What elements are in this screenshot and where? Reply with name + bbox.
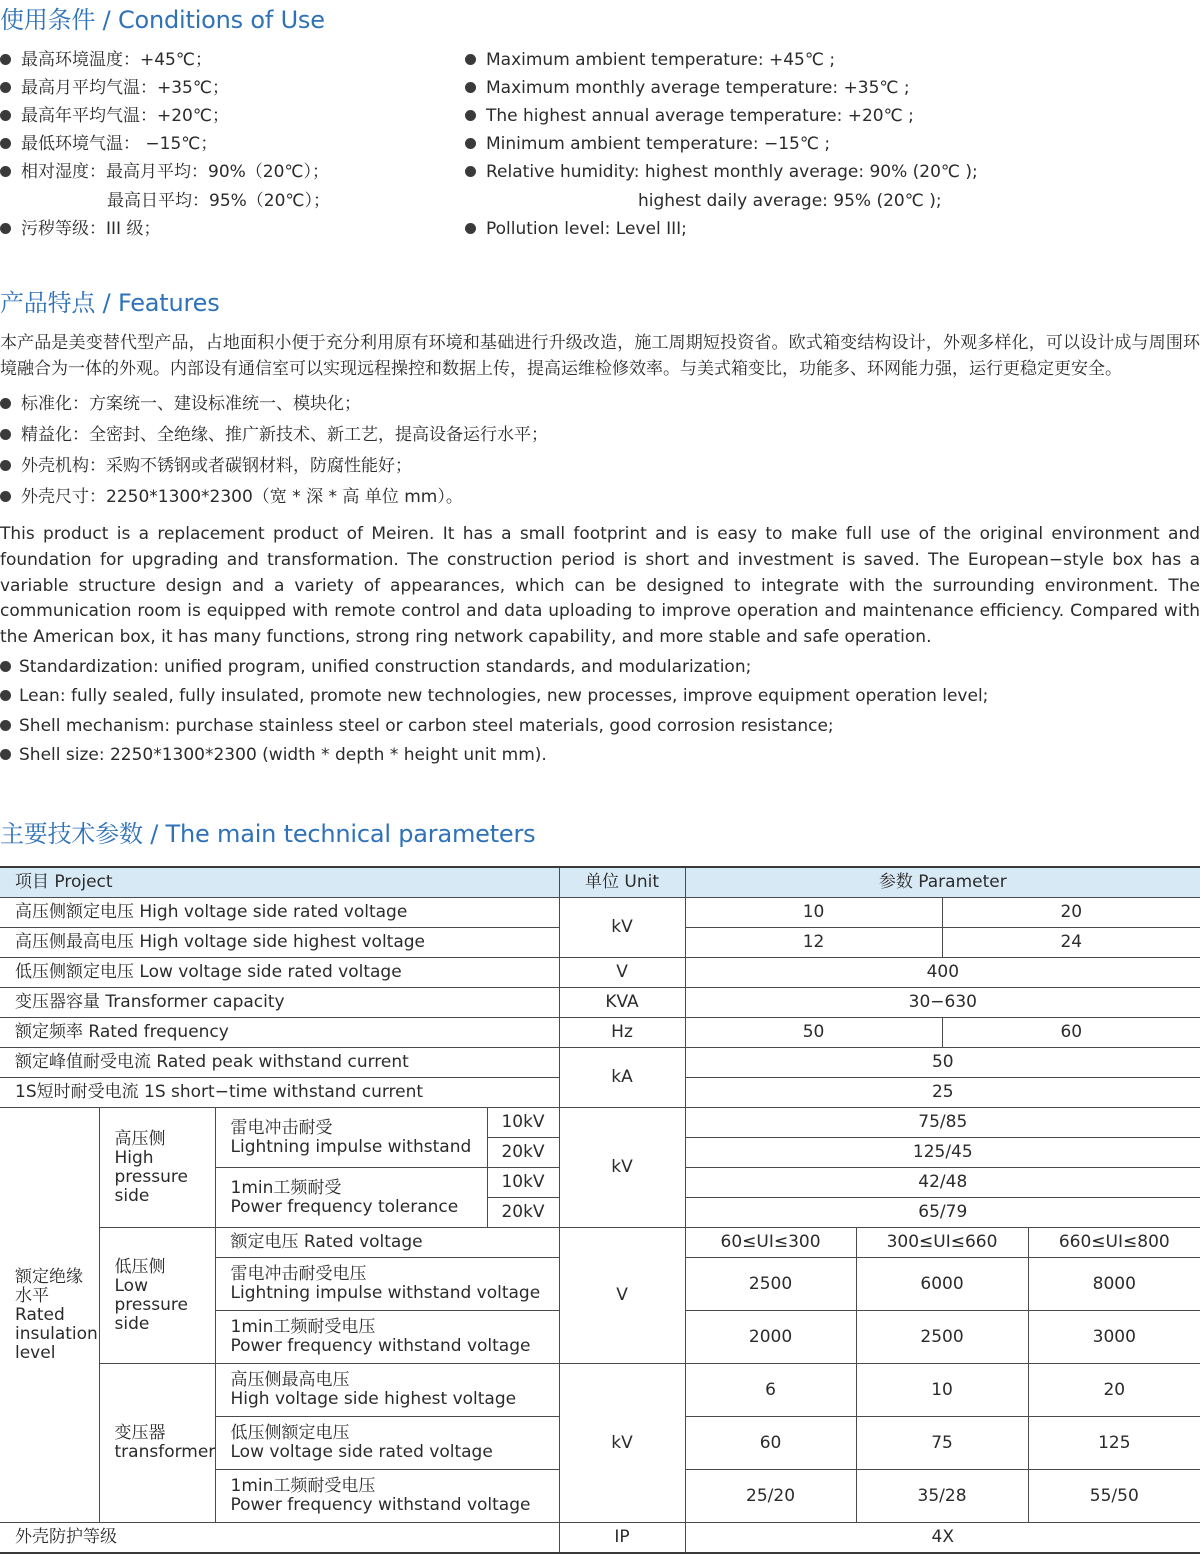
row-unit: kA — [559, 1048, 685, 1108]
row-label: 外壳防护等级 — [0, 1523, 559, 1554]
table-row — [0, 1108, 1200, 1138]
insulation-label-en: Rated insulation level — [15, 1304, 98, 1363]
bullet-dot — [465, 82, 476, 93]
cn-condition-4 — [0, 134, 217, 154]
row-label: 高压侧最高电压 High voltage side highest voltage — [0, 928, 559, 958]
bullet-dot — [0, 82, 11, 93]
en-condition-text: Minimum ambient temperature: −15℃ ; — [486, 134, 831, 154]
voltage-class: 10kV — [487, 1168, 559, 1198]
bullet-dot — [465, 110, 476, 121]
lp-pf-cn: 1min工频耐受电压 — [230, 1317, 376, 1337]
hp-label-cn: 高压侧 — [114, 1128, 166, 1149]
insulation-label-cn: 额定绝缘水平 — [15, 1266, 83, 1306]
en-feature-1 — [0, 657, 751, 677]
power-frequency-label — [215, 1168, 487, 1228]
hp-label-en: High pressure side — [114, 1147, 188, 1206]
li-label-cn: 雷电冲击耐受 — [230, 1117, 333, 1138]
row-label: 1S短时耐受电流 1S short−time withstand current — [0, 1078, 559, 1108]
pf-label-cn: 1min工频耐受 — [230, 1177, 342, 1198]
en-condition-text: Pollution level: Level III; — [486, 219, 687, 239]
tr-hv-cn: 高压侧最高电压 — [230, 1370, 350, 1390]
en-condition-3 — [465, 106, 914, 126]
insulation-level-label — [0, 1108, 99, 1523]
row-value: 20 — [942, 898, 1200, 928]
bullet-dot — [465, 138, 476, 149]
table-row — [0, 898, 1200, 928]
table-row — [0, 988, 1200, 1018]
lp-li-en: Lightning impulse withstand voltage — [230, 1283, 541, 1303]
row-label: 额定频率 Rated frequency — [0, 1018, 559, 1048]
en-condition-text: highest daily average: 95% (20℃ ); — [638, 191, 942, 211]
cn-condition-6 — [107, 191, 330, 211]
en-condition-text: Maximum ambient temperature: +45℃ ; — [486, 50, 836, 70]
en-condition-2 — [465, 78, 910, 98]
lp-label-cn: 低压侧 — [114, 1256, 166, 1277]
en-feature-text: Lean: fully sealed, fully insulated, promote new technologies, new processes, improve equipment operation level; — [19, 686, 989, 706]
rated-voltage-label: 额定电压 Rated voltage — [215, 1228, 559, 1258]
bullet-dot — [0, 460, 11, 471]
cn-condition-7 — [0, 219, 160, 239]
table-row — [0, 1523, 1200, 1554]
cn-condition-5 — [0, 162, 329, 182]
cn-feature-text: 外壳尺寸：2250*1300*2300（宽 * 深 * 高 单位 mm）。 — [21, 487, 463, 507]
bullet-dot — [0, 690, 11, 701]
header-project: 项目 Project — [0, 867, 559, 898]
table-row — [0, 1048, 1200, 1078]
features-title: 产品特点 / Features — [0, 289, 220, 317]
tr-lv-label — [215, 1417, 559, 1470]
lp-power-frequency-label — [215, 1311, 559, 1364]
cn-feature-text: 精益化：全密封、全绝缘、推广新技术、新工艺，提高设备运行水平； — [21, 425, 548, 445]
cn-condition-2 — [0, 78, 229, 98]
cn-condition-text: 最高年平均气温：+20℃； — [21, 106, 229, 126]
bullet-dot — [0, 398, 11, 409]
bullet-dot — [0, 491, 11, 502]
row-value: 30−630 — [685, 988, 1200, 1018]
row-value: 35/28 — [856, 1470, 1028, 1523]
conditions-title: 使用条件 / Conditions of Use — [0, 6, 325, 34]
header-parameter: 参数 Parameter — [685, 867, 1200, 898]
tr-lv-cn: 低压侧额定电压 — [230, 1423, 350, 1443]
cn-condition-text: 最高环境温度：+45℃； — [21, 50, 212, 70]
range-col-1: 60≤UI≤300 — [685, 1228, 856, 1258]
bullet-dot — [0, 661, 11, 672]
lightning-impulse-label — [215, 1108, 487, 1168]
li-label-en: Lightning impulse withstand — [230, 1136, 472, 1157]
row-value: 6000 — [856, 1258, 1028, 1311]
row-value: 3000 — [1028, 1311, 1200, 1364]
cn-feature-4 — [0, 487, 463, 507]
row-value: 2500 — [685, 1258, 856, 1311]
row-value: 60 — [942, 1018, 1200, 1048]
table-row — [0, 1018, 1200, 1048]
row-value: 25 — [685, 1078, 1200, 1108]
en-feature-text: Shell mechanism: purchase stainless steel or carbon steel materials, good corrosion resistance; — [19, 716, 834, 736]
row-value: 2000 — [685, 1311, 856, 1364]
row-value: 125/45 — [685, 1138, 1200, 1168]
bullet-dot — [0, 166, 11, 177]
lp-pf-en: Power frequency withstand voltage — [230, 1336, 531, 1356]
bullet-dot — [0, 429, 11, 440]
bullet-dot — [465, 223, 476, 234]
cn-feature-text: 标准化：方案统一、建设标准统一、模块化； — [21, 394, 361, 414]
tr-lv-en: Low voltage side rated voltage — [230, 1442, 493, 1462]
row-unit: V — [559, 958, 685, 988]
bullet-dot — [465, 54, 476, 65]
tr-pf-label — [215, 1470, 559, 1523]
row-value: 42/48 — [685, 1168, 1200, 1198]
range-col-3: 660≤UI≤800 — [1028, 1228, 1200, 1258]
bullet-dot — [465, 166, 476, 177]
row-label: 变压器容量 Transformer capacity — [0, 988, 559, 1018]
row-unit: KVA — [559, 988, 685, 1018]
cn-feature-2 — [0, 425, 548, 445]
en-condition-5 — [465, 162, 978, 182]
bullet-dot — [0, 720, 11, 731]
row-unit: kV — [559, 1108, 685, 1228]
row-value: 10 — [685, 898, 942, 928]
table-row — [0, 958, 1200, 988]
row-value: 8000 — [1028, 1258, 1200, 1311]
bullet-dot — [0, 749, 11, 760]
row-value: 10 — [856, 1364, 1028, 1417]
tr-pf-en: Power frequency withstand voltage — [230, 1495, 531, 1515]
cn-condition-3 — [0, 106, 229, 126]
row-value: 75 — [856, 1417, 1028, 1470]
bullet-dot — [0, 110, 11, 121]
lp-lightning-label — [215, 1258, 559, 1311]
cn-feature-text: 外壳机构：采购不锈钢或者碳钢材料，防腐性能好； — [21, 456, 412, 476]
parameters-table — [0, 866, 1200, 1554]
en-condition-text: Relative humidity: highest monthly average: 90% (20℃ ); — [486, 162, 978, 182]
cn-condition-text: 最高日平均：95%（20℃）； — [107, 191, 331, 211]
row-unit: IP — [559, 1523, 685, 1554]
row-value: 55/50 — [1028, 1470, 1200, 1523]
features-en-paragraph: This product is a replacement product of Meiren. It has a small footprint and is easy to make full use of the original environment and foundation for upgrading and transformation. The construction period is short and investment is saved. The European−style box has a variable structure design and a variety of appearances, which can be designed to integrate with the surrounding environment. The communication room is equipped with remote control and data uploading to improve operation and maintenance efficiency. Compared with the American box, it has many functions, strong ring network capability, and more stable and safe operation. — [0, 524, 1200, 648]
bullet-dot — [0, 138, 11, 149]
en-feature-2 — [0, 686, 988, 706]
bullet-dot — [0, 54, 11, 65]
voltage-class: 20kV — [487, 1198, 559, 1228]
row-value: 400 — [685, 958, 1200, 988]
row-value: 2500 — [856, 1311, 1028, 1364]
row-value: 125 — [1028, 1417, 1200, 1470]
table-header-row — [0, 867, 1200, 898]
row-unit: V — [559, 1228, 685, 1364]
tr-pf-cn: 1min工频耐受电压 — [230, 1476, 376, 1496]
row-label: 高压侧额定电压 High voltage side rated voltage — [0, 898, 559, 928]
en-feature-4 — [0, 745, 547, 765]
row-value: 65/79 — [685, 1198, 1200, 1228]
cn-condition-text: 相对湿度：最高月平均：90%（20℃）； — [21, 162, 330, 182]
lp-label-en: Low pressure side — [114, 1275, 188, 1334]
en-condition-4 — [465, 134, 830, 154]
row-unit: kV — [559, 1364, 685, 1523]
tr-label-en: transformer — [114, 1442, 216, 1462]
table-row — [0, 1364, 1200, 1417]
transformer-label — [99, 1364, 215, 1523]
en-condition-6 — [638, 191, 942, 211]
voltage-class: 10kV — [487, 1108, 559, 1138]
range-col-2: 300≤UI≤660 — [856, 1228, 1028, 1258]
row-unit: Hz — [559, 1018, 685, 1048]
en-condition-text: Maximum monthly average temperature: +35℃ ; — [486, 78, 910, 98]
cn-feature-1 — [0, 394, 361, 414]
row-value: 75/85 — [685, 1108, 1200, 1138]
pf-label-en: Power frequency tolerance — [230, 1196, 459, 1217]
row-value: 12 — [685, 928, 942, 958]
cn-condition-text: 污秽等级：III 级； — [21, 219, 161, 239]
tr-label-cn: 变压器 — [114, 1423, 166, 1443]
features-cn-paragraph: 本产品是美变替代型产品，占地面积小便于充分利用原有环境和基础进行升级改造，施工周期短投资省。欧式箱变结构设计，外观多样化，可以设计成与周围环境融合为一体的外观。内部设有通信室可以实现远程操控和数据上传，提高运维检修效率。与美式箱变比，功能多、环网能力强，运行更稳定更安全。 — [0, 333, 1200, 379]
en-feature-text: Shell size: 2250*1300*2300 (width * depth * height unit mm). — [19, 745, 547, 765]
lp-li-cn: 雷电冲击耐受电压 — [230, 1264, 367, 1284]
tr-hv-label — [215, 1364, 559, 1417]
en-feature-3 — [0, 716, 834, 736]
row-value: 6 — [685, 1364, 856, 1417]
row-value: 25/20 — [685, 1470, 856, 1523]
row-value: 20 — [1028, 1364, 1200, 1417]
tr-hv-en: High voltage side highest voltage — [230, 1389, 517, 1409]
header-unit: 单位 Unit — [559, 867, 685, 898]
row-label: 额定峰值耐受电流 Rated peak withstand current — [0, 1048, 559, 1078]
row-label: 低压侧额定电压 Low voltage side rated voltage — [0, 958, 559, 988]
high-pressure-side-label — [99, 1108, 215, 1228]
en-condition-7 — [465, 219, 687, 239]
voltage-class: 20kV — [487, 1138, 559, 1168]
row-unit: kV — [559, 898, 685, 958]
cn-condition-text: 最高月平均气温：+35℃； — [21, 78, 229, 98]
cn-condition-1 — [0, 50, 212, 70]
en-condition-1 — [465, 50, 835, 70]
cn-feature-3 — [0, 456, 412, 476]
row-value: 4X — [685, 1523, 1200, 1554]
low-pressure-side-label — [99, 1228, 215, 1364]
en-condition-text: The highest annual average temperature: +20℃ ; — [486, 106, 914, 126]
en-feature-text: Standardization: unified program, unified construction standards, and modularization; — [19, 657, 752, 677]
row-value: 60 — [685, 1417, 856, 1470]
table-row — [0, 1228, 1200, 1258]
row-value: 24 — [942, 928, 1200, 958]
params-title: 主要技术参数 / The main technical parameters — [0, 820, 536, 848]
bullet-dot — [0, 223, 11, 234]
row-value: 50 — [685, 1048, 1200, 1078]
row-value: 50 — [685, 1018, 942, 1048]
cn-condition-text: 最低环境气温： −15℃； — [21, 134, 218, 154]
